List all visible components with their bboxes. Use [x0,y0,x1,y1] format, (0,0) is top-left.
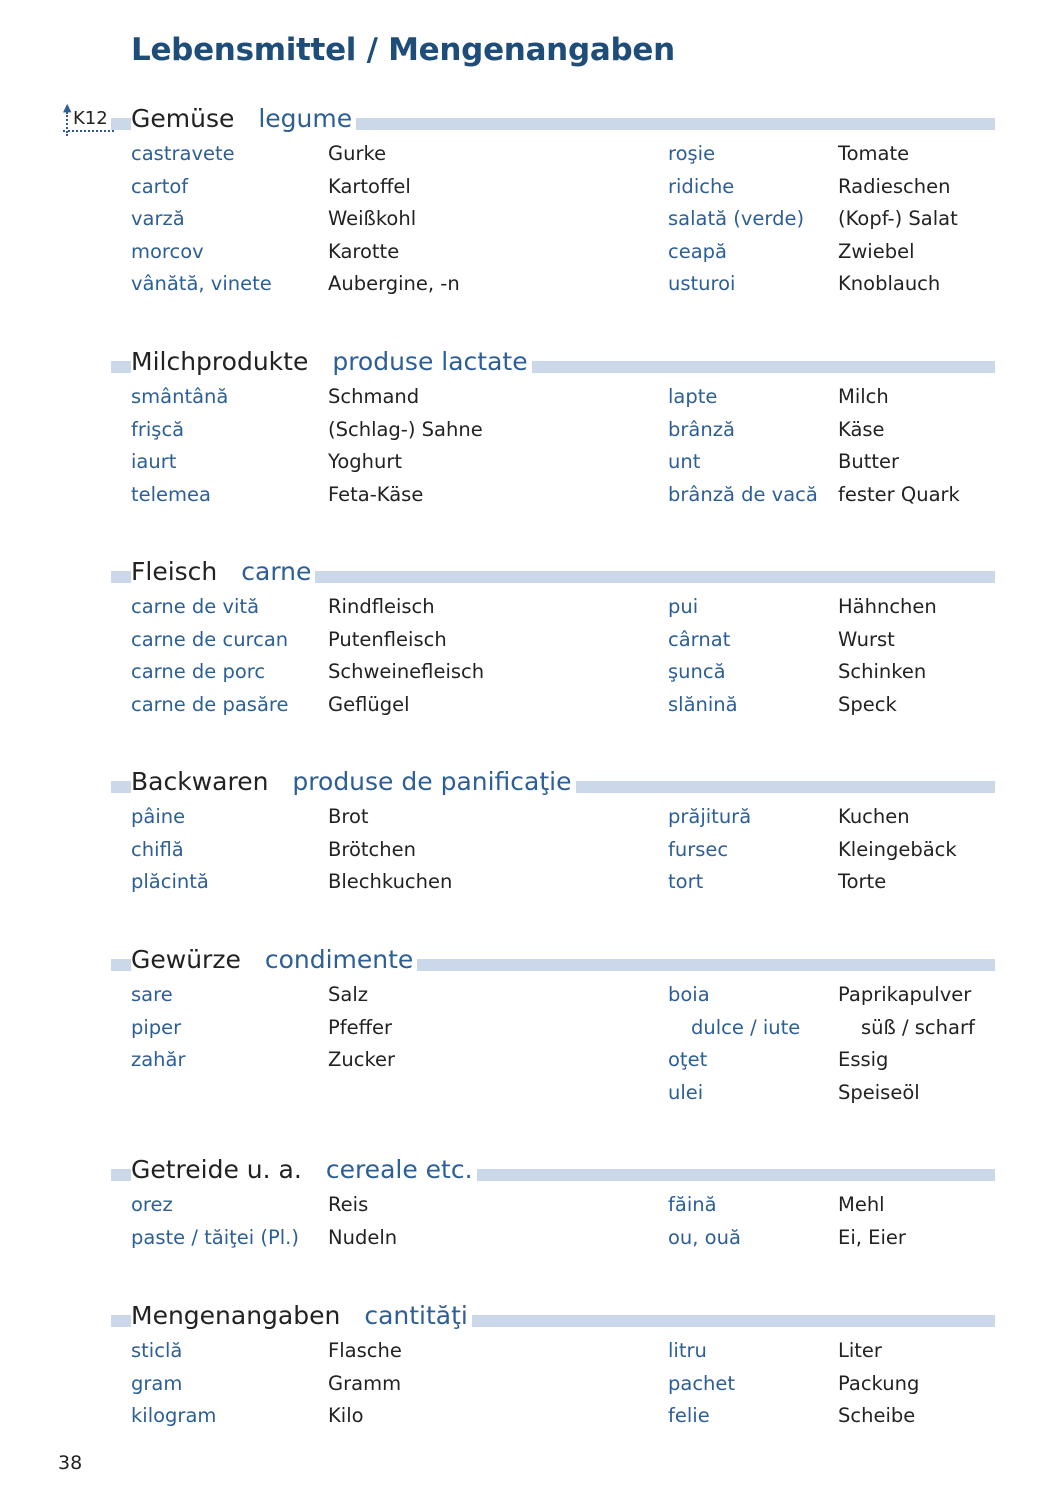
vocab-row [0,1222,1061,1254]
vocab-row [0,1335,1061,1367]
german-term: Scheibe [838,1404,916,1427]
romanian-term: morcov [131,239,204,263]
section-heading-german: Fleisch [131,557,218,586]
romanian-term: ulei [668,1080,704,1104]
vocab-row [0,866,1061,898]
section-heading [131,1155,477,1185]
german-term: Kuchen [838,805,910,828]
german-term: Schinken [838,660,927,683]
romanian-term: dulce / iute [691,1015,801,1039]
vocab-row [0,203,1061,235]
romanian-term: tort [668,870,704,893]
romanian-term: iaurt [131,450,177,473]
romanian-term: usturoi [668,272,736,295]
romanian-term: litru [668,1339,707,1362]
vocab-row [0,236,1061,268]
section-heading-romanian: produse de panificaţie [292,767,572,796]
vocab-row [0,138,1061,170]
section-heading-german: Milchprodukte [131,347,309,376]
section-heading-german: Mengenangaben [131,1301,341,1330]
vocab-row [0,479,1061,511]
section-heading [131,945,417,975]
romanian-term: cartof [131,174,189,198]
german-term: Karotte [328,239,400,263]
romanian-term: carne de curcan [131,627,289,651]
vocab-row [0,268,1061,300]
section-heading-german: Backwaren [131,767,269,796]
romanian-term: carne de vită [131,595,260,618]
vocab-row [0,656,1061,688]
romanian-term: plăcintă [131,870,209,893]
romanian-term: orez [131,1193,173,1216]
chapter-reference [63,101,114,132]
romanian-term: pachet [668,1371,736,1395]
german-term: Gramm [328,1371,402,1395]
romanian-term: vânătă, vinete [131,272,272,295]
german-term: Geflügel [328,692,410,716]
romanian-term: frişcă [131,417,185,441]
chapter-reference-label: K12 [73,108,108,129]
romanian-term: gram [131,1371,183,1395]
german-term: Speck [838,692,897,716]
german-term: Schmand [328,385,420,408]
vocab-row [0,1368,1061,1400]
german-term: Milch [838,385,889,408]
section-heading [131,557,315,587]
german-term: Weißkohl [328,207,417,230]
page-number: 38 [58,1452,83,1474]
german-term: Salz [328,983,368,1006]
romanian-term: lapte [668,385,718,408]
vocab-row [0,1012,1061,1044]
german-term: Mehl [838,1193,885,1216]
romanian-term: paste / tăiţei (Pl.) [131,1225,299,1249]
section-heading-romanian: cantităţi [364,1301,468,1330]
romanian-term: brânză de vacă [668,482,818,506]
romanian-term: pâine [131,805,186,828]
romanian-term: şuncă [668,660,726,683]
romanian-term: smântână [131,385,229,408]
german-term: Knoblauch [838,272,941,295]
german-term: Reis [328,1193,369,1216]
vocab-row [0,414,1061,446]
romanian-term: salată (verde) [668,207,805,230]
german-term: Pfeffer [328,1015,393,1039]
german-term: Radieschen [838,174,951,198]
romanian-term: boia [668,983,710,1006]
romanian-term: pui [668,595,699,618]
german-term: Yoghurt [328,450,403,473]
german-term: Zwiebel [838,239,915,263]
vocab-row [0,1400,1061,1432]
up-arrow-icon: ▲ [63,101,72,114]
romanian-term: ceapă [668,239,727,263]
german-term: Paprikapulver [838,983,972,1006]
german-term: Zucker [328,1048,396,1071]
section-heading-german: Gewürze [131,945,241,974]
german-term: Liter [838,1339,882,1362]
romanian-term: piper [131,1015,182,1039]
german-term: Aubergine, -n [328,272,460,295]
romanian-term: fursec [668,837,729,861]
romanian-term: oţet [668,1048,708,1071]
romanian-term: sare [131,983,173,1006]
page-title: Lebensmittel / Mengenangaben [131,32,675,68]
german-term: Putenfleisch [328,627,447,651]
section-heading-romanian: cereale etc. [325,1155,473,1184]
german-term: Flasche [328,1339,402,1362]
section-heading-german: Gemüse [131,104,235,133]
german-term: Kilo [328,1404,364,1427]
german-term: (Kopf-) Salat [838,207,958,230]
romanian-term: zahăr [131,1048,186,1071]
german-term: Blechkuchen [328,870,453,893]
section-heading [131,767,576,797]
german-term: süß / scharf [861,1015,975,1039]
vocab-row [0,689,1061,721]
romanian-term: chiflă [131,837,184,861]
german-term: Packung [838,1371,920,1395]
section-heading-romanian: produse lactate [332,347,528,376]
german-term: Gurke [328,142,387,165]
section-heading [131,347,532,377]
vocab-row [0,1189,1061,1221]
vocab-row [0,979,1061,1011]
vocab-row [0,1077,1061,1109]
vocab-row [0,446,1061,478]
german-term: Rindfleisch [328,595,435,618]
romanian-term: slănină [668,692,738,716]
german-term: (Schlag-) Sahne [328,417,483,441]
german-term: Wurst [838,627,895,651]
romanian-term: carne de pasăre [131,692,289,716]
german-term: Essig [838,1048,889,1071]
vocab-row [0,624,1061,656]
romanian-term: kilogram [131,1404,217,1427]
romanian-term: carne de porc [131,660,266,683]
german-term: Nudeln [328,1225,398,1249]
vocab-row [0,834,1061,866]
section-heading-romanian: legume [258,104,353,133]
vocab-row [0,171,1061,203]
german-term: Torte [838,870,887,893]
romanian-term: roşie [668,142,716,165]
vocab-row [0,1044,1061,1076]
german-term: Feta-Käse [328,482,424,506]
romanian-term: castravete [131,142,235,165]
romanian-term: ou, ouă [668,1225,741,1249]
romanian-term: prăjitură [668,805,752,828]
romanian-term: unt [668,450,701,473]
german-term: Tomate [838,142,910,165]
romanian-term: ridiche [668,174,735,198]
german-term: fester Quark [838,482,960,506]
section-heading [131,104,356,134]
romanian-term: varză [131,207,185,230]
romanian-term: făină [668,1193,717,1216]
german-term: Speiseöl [838,1080,920,1104]
section-heading-german: Getreide u. a. [131,1155,302,1184]
reference-dotted-line [66,112,68,136]
german-term: Brötchen [328,837,416,861]
german-term: Käse [838,417,885,441]
german-term: Kartoffel [328,174,411,198]
romanian-term: cârnat [668,627,731,651]
german-term: Schweinefleisch [328,660,485,683]
german-term: Ei, Eier [838,1225,906,1249]
section-heading [131,1301,472,1331]
german-term: Butter [838,450,900,473]
german-term: Hähnchen [838,595,937,618]
vocab-row [0,381,1061,413]
vocab-row [0,591,1061,623]
german-term: Kleingebäck [838,837,957,861]
romanian-term: sticlă [131,1339,183,1362]
section-heading-romanian: carne [241,557,312,586]
romanian-term: telemea [131,482,211,506]
vocab-row [0,801,1061,833]
romanian-term: felie [668,1404,710,1427]
romanian-term: brânză [668,417,735,441]
german-term: Brot [328,805,369,828]
section-heading-romanian: condimente [264,945,414,974]
